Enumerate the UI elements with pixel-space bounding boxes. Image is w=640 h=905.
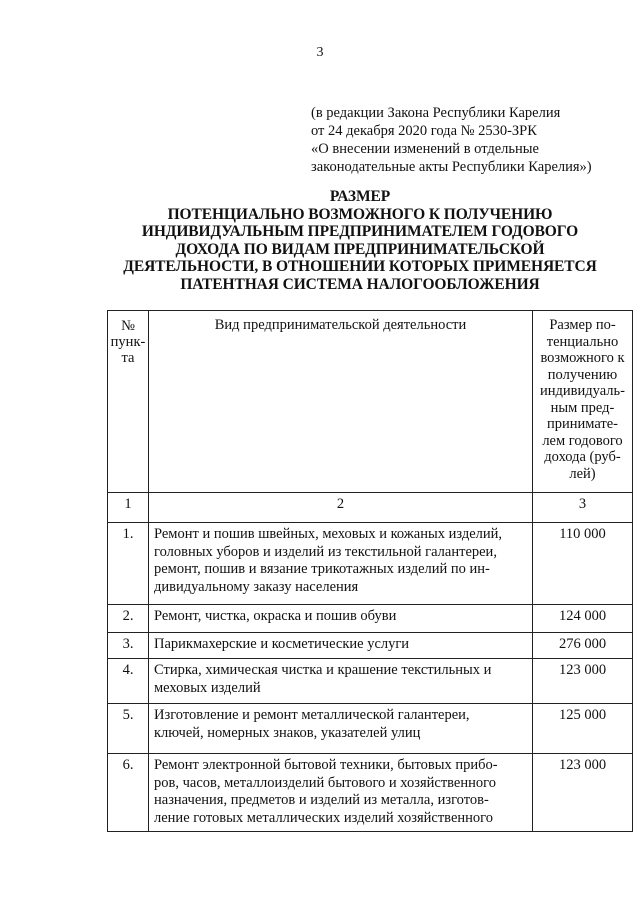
edition-line: «О внесении изменений в отдельные bbox=[311, 141, 539, 157]
row-value: 110 000 bbox=[533, 523, 633, 605]
row-activity: Ремонт, чистка, окраска и пошив обуви bbox=[149, 605, 533, 633]
header-income-amount: Размер по- тенциально возможного к получению индивидуаль- ным пред- принимате- лем годового дохода (руб- лей) bbox=[533, 311, 633, 493]
header-activity-type: Вид предпринимательской деятельности bbox=[149, 311, 533, 493]
row-activity: Парикмахерские и косметические услуги bbox=[149, 633, 533, 659]
row-value: 125 000 bbox=[533, 704, 633, 754]
income-table bbox=[107, 310, 633, 832]
title-line: ПАТЕНТНАЯ СИСТЕМА НАЛОГООБЛОЖЕНИЯ bbox=[180, 275, 540, 293]
table-row bbox=[108, 659, 633, 704]
table-row bbox=[108, 704, 633, 754]
table-row bbox=[108, 605, 633, 633]
row-value: 123 000 bbox=[533, 754, 633, 832]
row-value: 276 000 bbox=[533, 633, 633, 659]
column-number: 2 bbox=[149, 493, 533, 523]
row-number: 3. bbox=[108, 633, 149, 659]
row-activity: Стирка, химическая чистка и крашение текстильных и меховых изделий bbox=[149, 659, 533, 704]
edition-line: от 24 декабря 2020 года № 2530-ЗРК bbox=[311, 123, 537, 139]
row-activity: Ремонт электронной бытовой техники, бытовых прибо- ров, часов, металлоизделий бытового и хозяйственного назначения, предметов и изделий из металла, изготов- ление готовых металлических изделий хозяйственного bbox=[149, 754, 533, 832]
row-activity: Изготовление и ремонт металлической галантереи, ключей, номерных знаков, указателей улиц bbox=[149, 704, 533, 754]
document-title bbox=[110, 188, 610, 293]
table-row bbox=[108, 633, 633, 659]
row-number: 5. bbox=[108, 704, 149, 754]
title-line: ИНДИВИДУАЛЬНЫМ ПРЕДПРИНИМАТЕЛЕМ ГОДОВОГО bbox=[141, 223, 579, 240]
title-line: ПОТЕНЦИАЛЬНО ВОЗМОЖНОГО К ПОЛУЧЕНИЮ bbox=[167, 205, 553, 223]
title-line: ДОХОДА ПО ВИДАМ ПРЕДПРИНИМАТЕЛЬСКОЙ bbox=[175, 240, 545, 258]
row-activity: Ремонт и пошив швейных, меховых и кожаных изделий, головных уборов и изделий из текстильной галантереи, ремонт, пошив и вязание трикотажных изделий по ин- дивидуальному заказу населения bbox=[149, 523, 533, 605]
table-header-row bbox=[108, 311, 633, 493]
row-number: 2. bbox=[108, 605, 149, 633]
header-item-number: № пунк- та bbox=[108, 311, 149, 493]
column-number-row bbox=[108, 493, 633, 523]
title-line: ДЕЯТЕЛЬНОСТИ, В ОТНОШЕНИИ КОТОРЫХ ПРИМЕНЯЕТСЯ bbox=[123, 258, 597, 275]
row-number: 6. bbox=[108, 754, 149, 832]
column-number: 1 bbox=[108, 493, 149, 523]
edition-line: (в редакции Закона Республики Карелия bbox=[311, 105, 561, 121]
title-line: РАЗМЕР bbox=[329, 188, 391, 205]
row-value: 124 000 bbox=[533, 605, 633, 633]
edition-note bbox=[311, 104, 611, 176]
row-number: 1. bbox=[108, 523, 149, 605]
column-number: 3 bbox=[533, 493, 633, 523]
table-row bbox=[108, 523, 633, 605]
row-number: 4. bbox=[108, 659, 149, 704]
row-value: 123 000 bbox=[533, 659, 633, 704]
table-row bbox=[108, 754, 633, 832]
edition-line: законодательные акты Республики Карелия») bbox=[311, 159, 592, 175]
page-number: 3 bbox=[316, 45, 324, 60]
